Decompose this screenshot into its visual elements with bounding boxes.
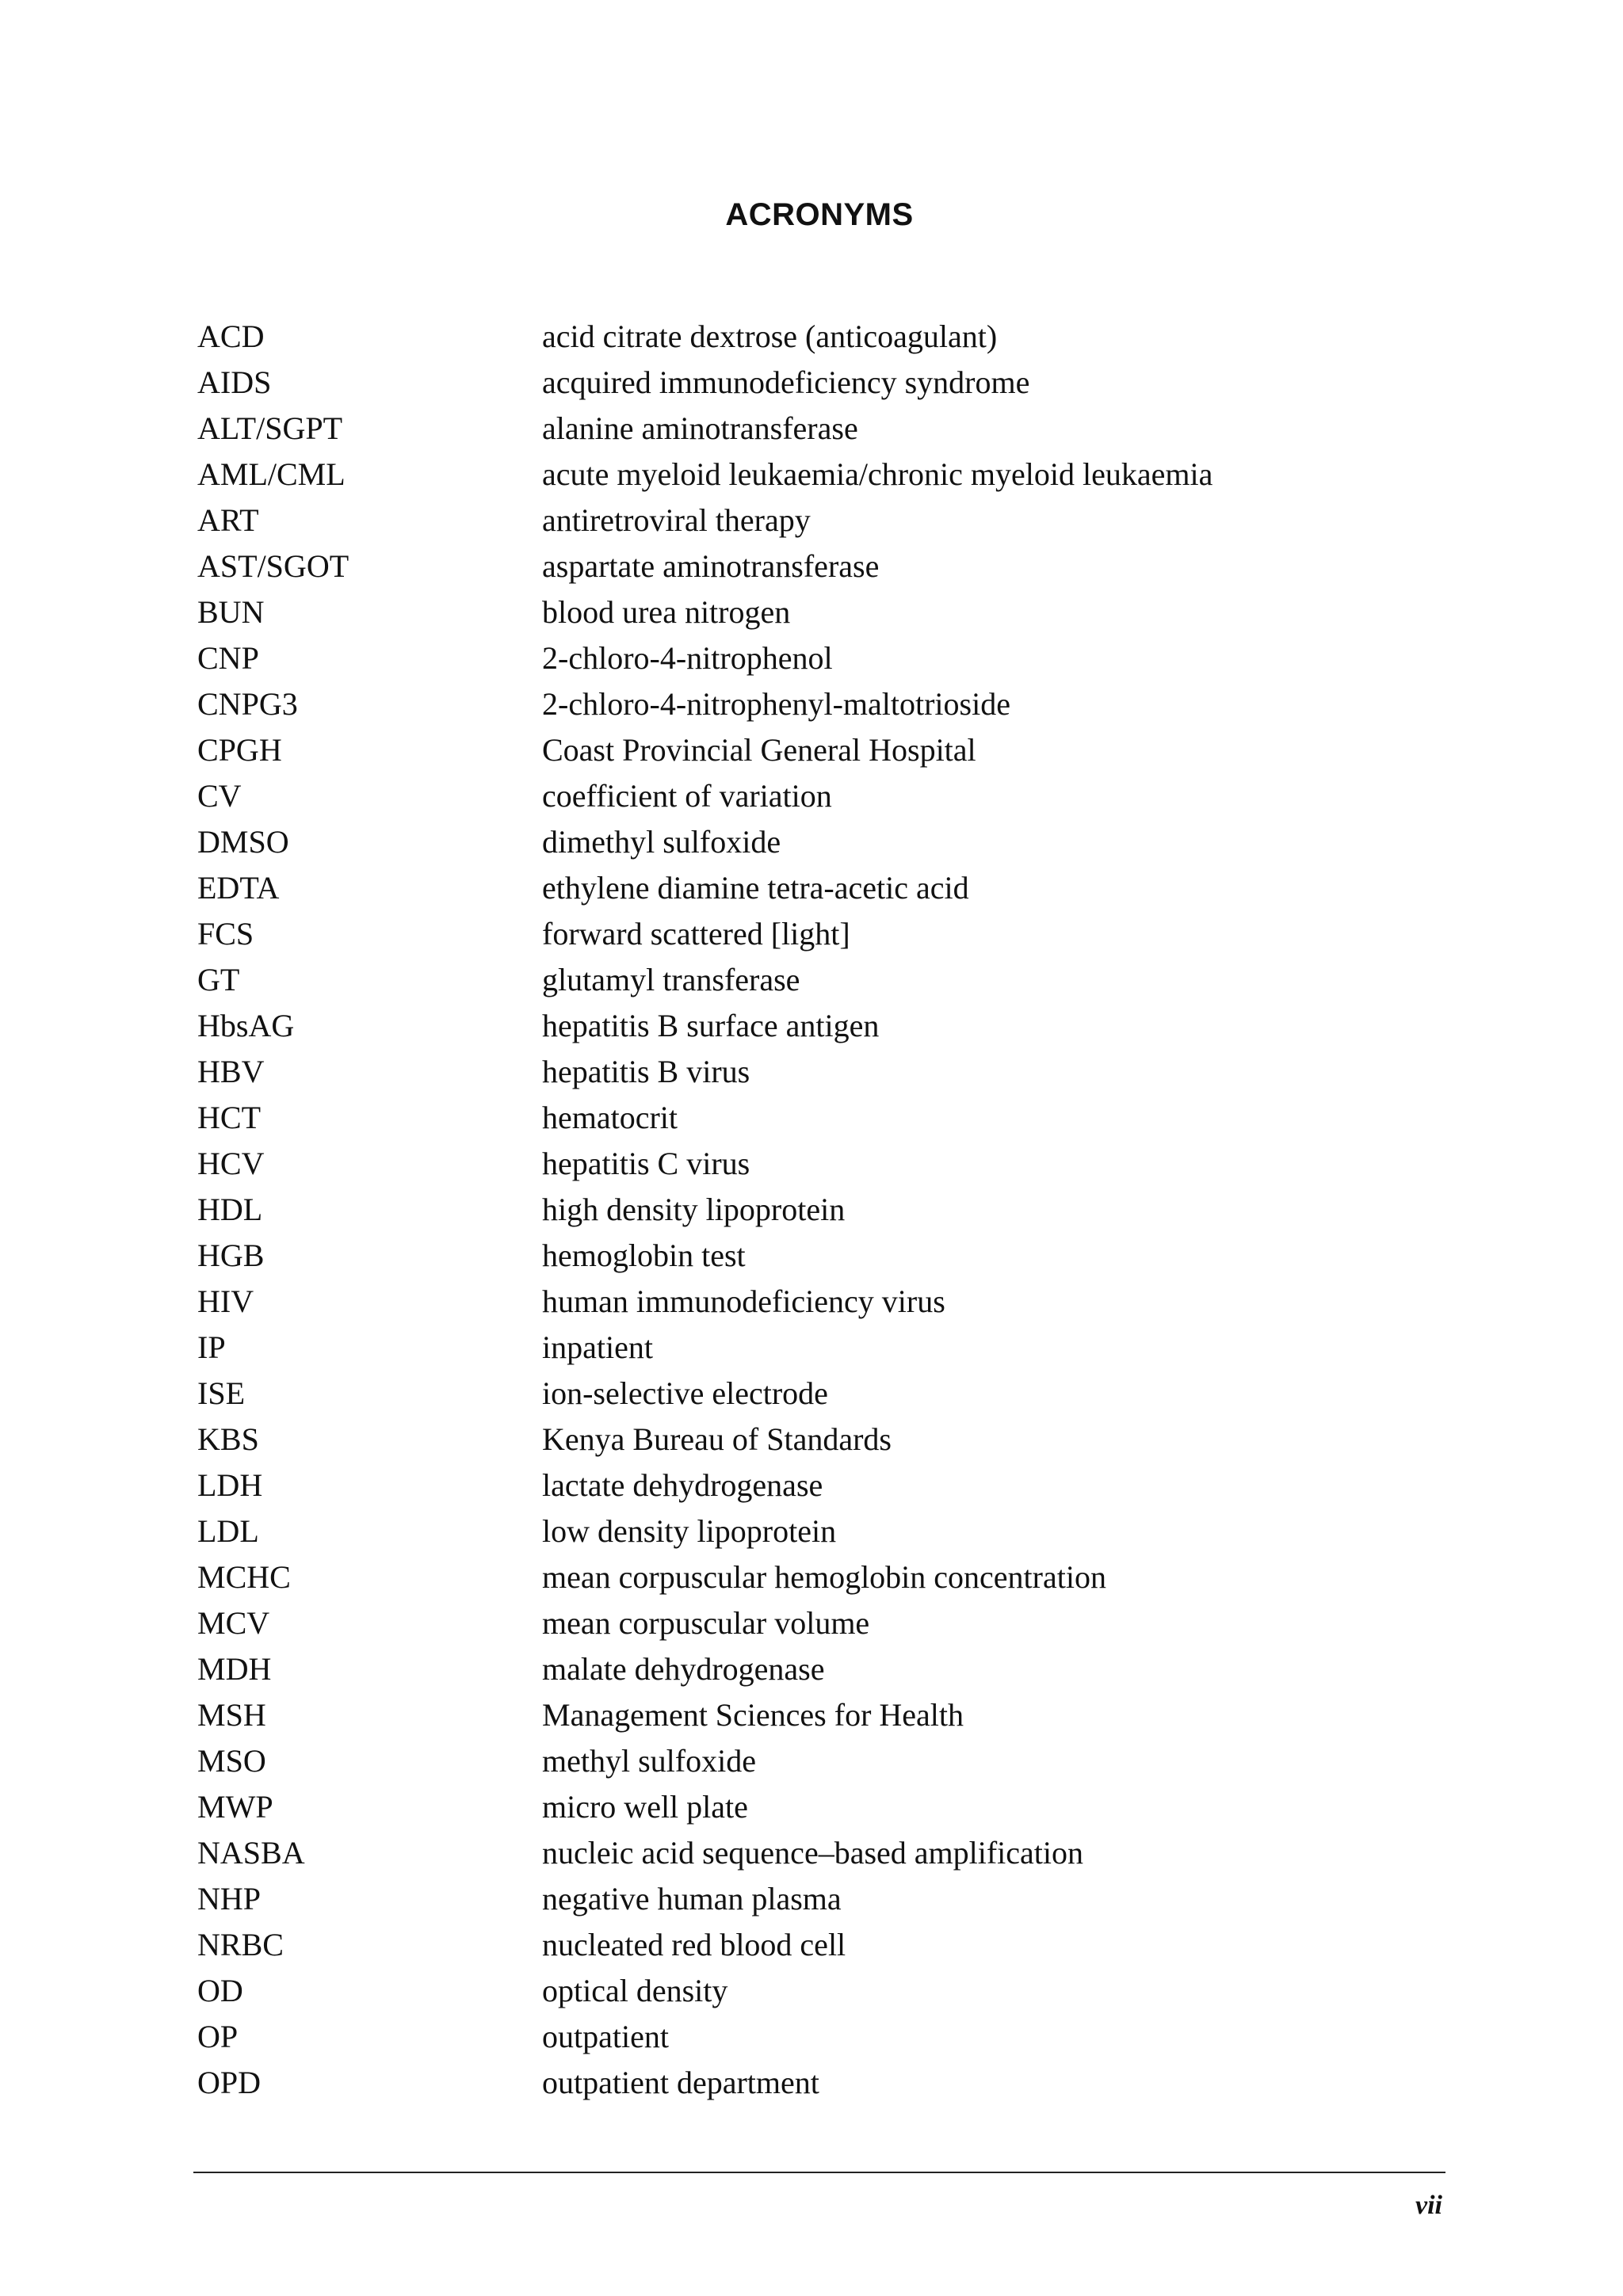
acronym-term: HbsAG — [197, 1008, 295, 1043]
acronym-row — [197, 1003, 1465, 1049]
acronym-definition: hematocrit — [542, 1100, 678, 1135]
acronym-row — [197, 911, 1465, 957]
acronym-term: HBV — [197, 1054, 265, 1089]
acronym-term: HCV — [197, 1146, 265, 1181]
page-title-text: ACRONYMS — [725, 197, 914, 232]
acronym-term: LDH — [197, 1467, 263, 1503]
acronym-row — [197, 1233, 1465, 1279]
acronym-row — [197, 819, 1465, 865]
acronym-row — [197, 681, 1465, 727]
acronym-term: NRBC — [197, 1927, 284, 1962]
acronym-definition: hepatitis B virus — [542, 1054, 750, 1089]
acronym-term: CNPG3 — [197, 686, 298, 722]
acronym-term: MSH — [197, 1697, 266, 1733]
acronym-definition: glutamyl transferase — [542, 962, 800, 997]
acronym-definition: methyl sulfoxide — [542, 1743, 756, 1779]
acronym-definition: nucleated red blood cell — [542, 1927, 846, 1962]
acronym-term: NHP — [197, 1881, 262, 1917]
acronym-row — [197, 360, 1465, 406]
acronym-term: CV — [197, 778, 242, 814]
acronym-row — [197, 2060, 1465, 2106]
acronym-definition: nucleic acid sequence–based amplification — [542, 1835, 1084, 1871]
acronym-definition: 2-chloro-4-nitrophenol — [542, 640, 833, 676]
acronym-definition: lactate dehydrogenase — [542, 1467, 823, 1503]
acronym-definition: high density lipoprotein — [542, 1192, 846, 1227]
acronym-row — [197, 314, 1465, 360]
acronym-term: OD — [197, 1973, 243, 2008]
acronym-row — [197, 1095, 1465, 1141]
acronym-row — [197, 1784, 1465, 1830]
acronym-row — [197, 1830, 1465, 1876]
acronym-row — [197, 1738, 1465, 1784]
acronym-term: ALT/SGPT — [197, 410, 343, 446]
acronym-term: MSO — [197, 1743, 266, 1779]
acronym-row — [197, 1417, 1465, 1463]
acronym-row — [197, 1049, 1465, 1095]
acronym-row — [197, 1463, 1465, 1508]
acronym-row — [197, 1922, 1465, 1968]
acronym-term: FCS — [197, 916, 254, 952]
acronym-definition: micro well plate — [542, 1789, 748, 1825]
acronym-row — [197, 865, 1465, 911]
acronym-term: MDH — [197, 1651, 272, 1687]
acronym-row — [197, 498, 1465, 543]
acronym-definition: Coast Provincial General Hospital — [542, 732, 976, 768]
acronym-definition: mean corpuscular volume — [542, 1605, 870, 1641]
acronym-definition: human immunodeficiency virus — [542, 1283, 945, 1319]
acronym-definition: outpatient department — [542, 2065, 819, 2100]
acronym-definition: ethylene diamine tetra-acetic acid — [542, 870, 969, 906]
acronym-row — [197, 1325, 1465, 1371]
acronym-term: HIV — [197, 1283, 254, 1319]
acronym-term: AIDS — [197, 364, 272, 400]
acronym-term: AST/SGOT — [197, 548, 349, 584]
acronym-term: KBS — [197, 1421, 259, 1457]
acronym-definition: malate dehydrogenase — [542, 1651, 825, 1687]
acronym-row — [197, 1876, 1465, 1922]
acronym-row — [197, 1187, 1465, 1233]
acronym-definition: 2-chloro-4-nitrophenyl-maltotrioside — [542, 686, 1010, 722]
acronym-row — [197, 635, 1465, 681]
acronym-row — [197, 1371, 1465, 1417]
acronym-row — [197, 406, 1465, 452]
acronym-row — [197, 452, 1465, 498]
acronym-definition: forward scattered [light] — [542, 916, 850, 952]
acronym-list — [197, 314, 1465, 2106]
acronym-definition: acute myeloid leukaemia/chronic myeloid leukaemia — [542, 456, 1213, 492]
acronym-definition: low density lipoprotein — [542, 1513, 837, 1549]
acronym-row — [197, 1508, 1465, 1554]
acronym-row — [197, 1646, 1465, 1692]
acronym-term: OPD — [197, 2065, 262, 2100]
acronym-definition: hepatitis B surface antigen — [542, 1008, 880, 1043]
acronym-term: ART — [197, 502, 259, 538]
acronym-term: AML/CML — [197, 456, 346, 492]
acronym-term: MCHC — [197, 1559, 291, 1595]
acronym-definition: acid citrate dextrose (anticoagulant) — [542, 318, 998, 354]
acronym-definition: antiretroviral therapy — [542, 502, 811, 538]
acronym-term: GT — [197, 962, 240, 997]
acronym-definition: Management Sciences for Health — [542, 1697, 964, 1733]
acronym-definition: ion-selective electrode — [542, 1375, 828, 1411]
acronym-row — [197, 2014, 1465, 2060]
acronym-row — [197, 1968, 1465, 2014]
acronym-row — [197, 1141, 1465, 1187]
acronym-term: HGB — [197, 1238, 265, 1273]
acronym-row — [197, 957, 1465, 1003]
acronym-term: CPGH — [197, 732, 282, 768]
acronym-row — [197, 727, 1465, 773]
acronym-definition: acquired immunodeficiency syndrome — [542, 364, 1030, 400]
acronym-definition: dimethyl sulfoxide — [542, 824, 781, 860]
acronym-row — [197, 543, 1465, 589]
acronym-term: HDL — [197, 1192, 263, 1227]
acronym-term: MCV — [197, 1605, 270, 1641]
page-title — [0, 195, 1623, 235]
acronym-term: ISE — [197, 1375, 245, 1411]
acronym-row — [197, 1600, 1465, 1646]
acronym-row — [197, 1554, 1465, 1600]
acronym-definition: outpatient — [542, 2019, 669, 2054]
acronym-term: ACD — [197, 318, 265, 354]
acronym-definition: hemoglobin test — [542, 1238, 746, 1273]
acronym-definition: hepatitis C virus — [542, 1146, 750, 1181]
acronym-definition: aspartate aminotransferase — [542, 548, 880, 584]
acronym-row — [197, 773, 1465, 819]
acronym-definition: inpatient — [542, 1329, 653, 1365]
acronym-term: OP — [197, 2019, 239, 2054]
acronym-term: IP — [197, 1329, 226, 1365]
acronym-definition: Kenya Bureau of Standards — [542, 1421, 892, 1457]
acronym-term: CNP — [197, 640, 259, 676]
acronym-term: BUN — [197, 594, 265, 630]
page-number: vii — [1415, 2191, 1442, 2220]
acronym-definition: negative human plasma — [542, 1881, 842, 1917]
footer-divider — [193, 2172, 1445, 2173]
acronym-definition: optical density — [542, 1973, 728, 2008]
acronym-row — [197, 589, 1465, 635]
acronym-term: NASBA — [197, 1835, 305, 1871]
acronym-term: LDL — [197, 1513, 259, 1549]
acronym-term: MWP — [197, 1789, 273, 1825]
acronym-definition: coefficient of variation — [542, 778, 832, 814]
acronym-row — [197, 1279, 1465, 1325]
acronym-row — [197, 1692, 1465, 1738]
acronym-definition: blood urea nitrogen — [542, 594, 791, 630]
acronym-term: EDTA — [197, 870, 280, 906]
acronym-definition: alanine aminotransferase — [542, 410, 858, 446]
acronym-term: DMSO — [197, 824, 289, 860]
acronym-definition: mean corpuscular hemoglobin concentration — [542, 1559, 1106, 1595]
acronym-term: HCT — [197, 1100, 261, 1135]
